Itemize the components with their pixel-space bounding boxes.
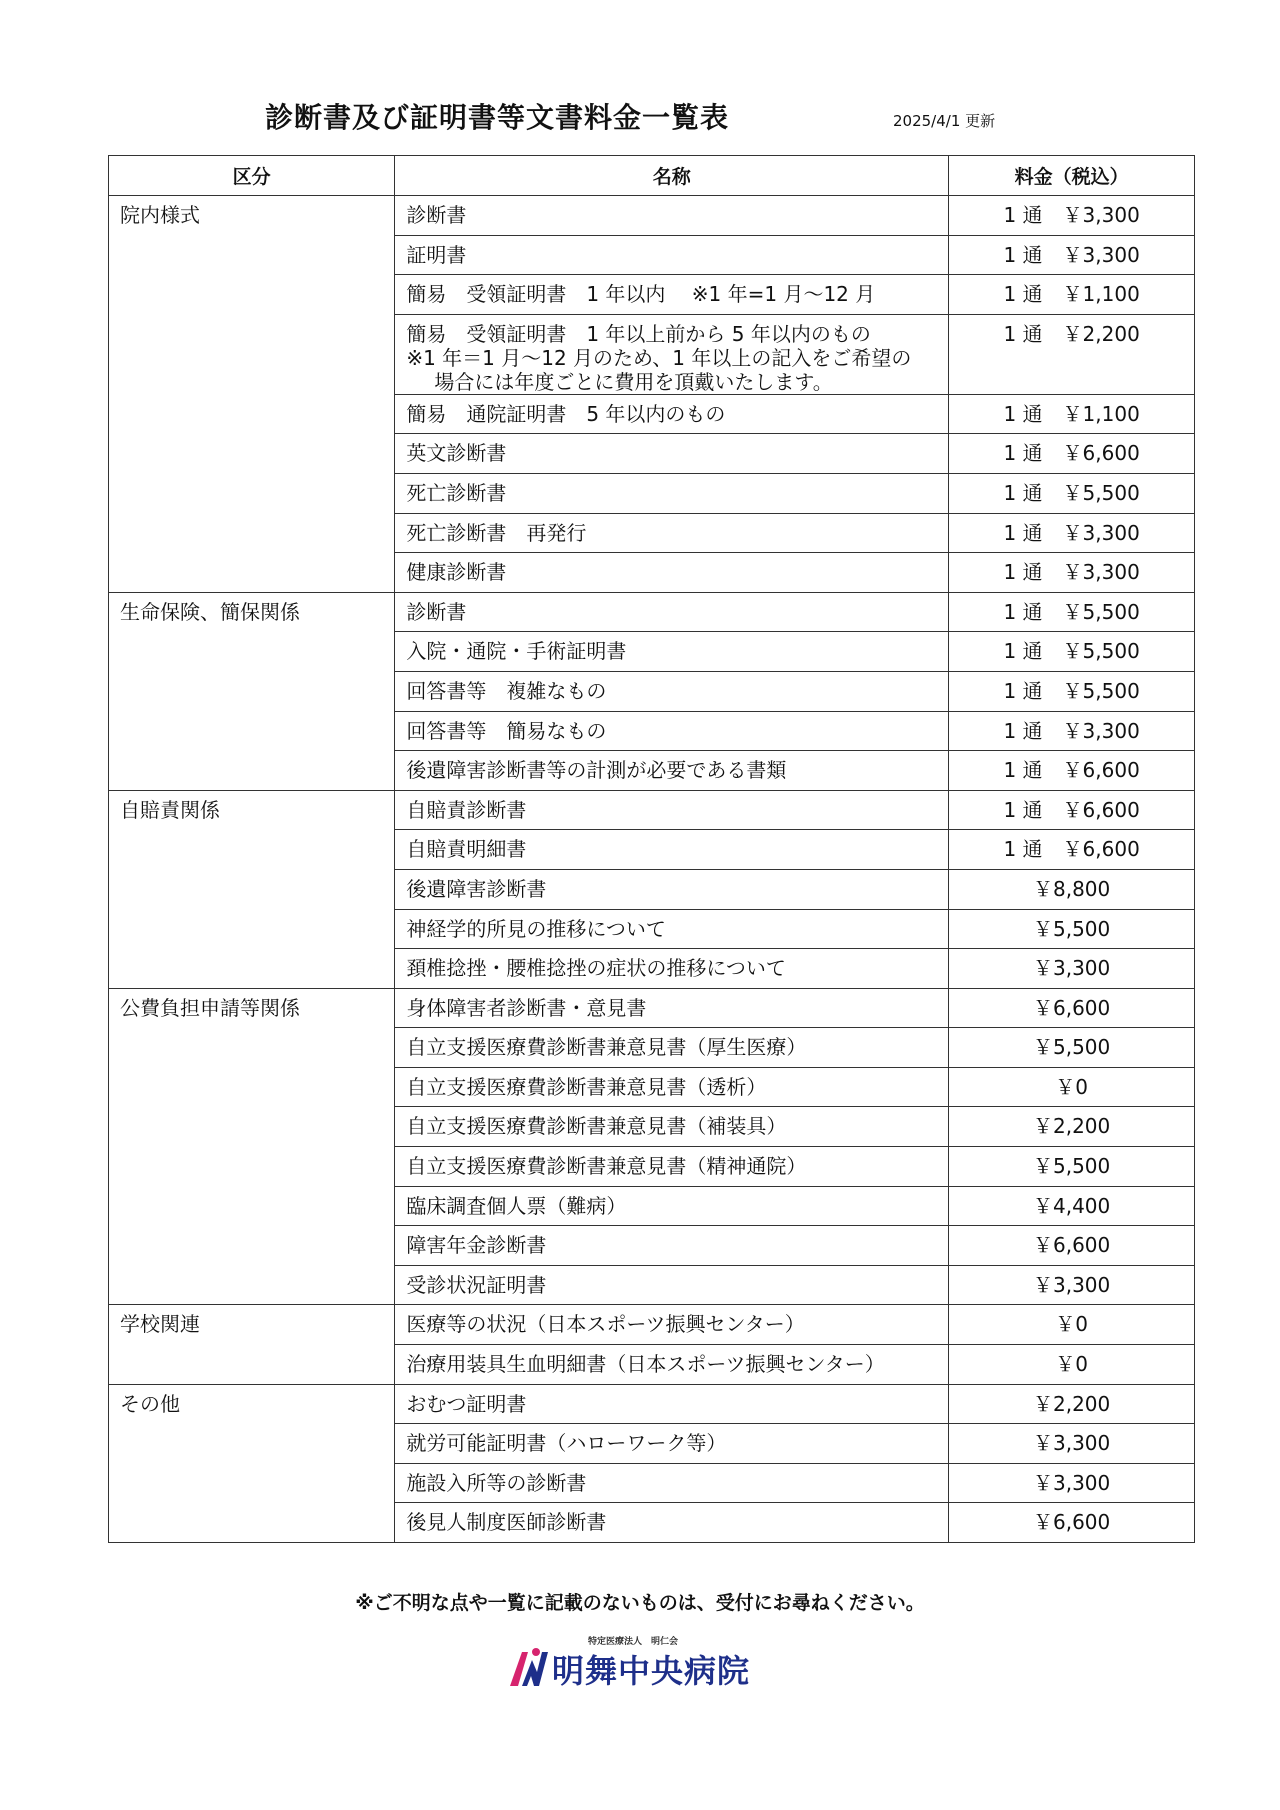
document-name-cell: おむつ証明書 [395, 1384, 949, 1424]
price-cell: ￥5,500 [949, 1028, 1195, 1068]
document-name-cell: 施設入所等の診断書 [395, 1463, 949, 1503]
price-cell: 1 通 ￥6,600 [949, 751, 1195, 791]
header-category: 区分 [109, 156, 395, 196]
document-name-cell: 自賠責診断書 [395, 790, 949, 830]
category-cell: 生命保険、簡保関係 [109, 592, 395, 790]
footer-note: ※ご不明な点や一覧に記載のないものは、受付にお尋ねください。 [355, 1592, 925, 1614]
document-name-cell: 証明書 [395, 235, 949, 275]
price-cell: 1 通 ￥3,300 [949, 513, 1195, 553]
document-name-cell: 簡易 通院証明書 5 年以内のもの [395, 394, 949, 434]
document-name-cell: 診断書 [395, 592, 949, 632]
document-name-cell: 後遺障害診断書 [395, 869, 949, 909]
price-cell: 1 通 ￥3,300 [949, 711, 1195, 751]
category-cell: その他 [109, 1384, 395, 1542]
price-cell: ￥6,600 [949, 1503, 1195, 1543]
table-row [109, 592, 1195, 632]
document-name-cell: 身体障害者診断書・意見書 [395, 988, 949, 1028]
table-row [109, 1384, 1195, 1424]
price-cell: ￥4,400 [949, 1186, 1195, 1226]
document-name-cell: 就労可能証明書（ハローワーク等） [395, 1424, 949, 1464]
price-cell: ￥0 [949, 1305, 1195, 1345]
document-name-cell: 受診状況証明書 [395, 1265, 949, 1305]
price-cell: ￥2,200 [949, 1384, 1195, 1424]
document-name-cell: 自立支援医療費診断書兼意見書（精神通院） [395, 1147, 949, 1187]
document-name-cell: 障害年金診断書 [395, 1226, 949, 1266]
document-name-cell: 後遺障害診断書等の計測が必要である書類 [395, 751, 949, 791]
table-header-row [109, 156, 1195, 196]
price-cell: ￥5,500 [949, 1147, 1195, 1187]
document-name-cell: 入院・通院・手術証明書 [395, 632, 949, 672]
fee-table [108, 155, 1195, 1543]
table-row [109, 196, 1195, 236]
price-cell: ￥2,200 [949, 1107, 1195, 1147]
document-name-line: ※1 年＝1 月～12 月のため、1 年以上の記入をご希望の [406, 345, 912, 370]
document-name-cell: 自立支援医療費診断書兼意見書（透析） [395, 1067, 949, 1107]
document-name-cell: 自立支援医療費診断書兼意見書（厚生医療） [395, 1028, 949, 1068]
price-cell: ￥3,300 [949, 1424, 1195, 1464]
document-name-cell: 死亡診断書 再発行 [395, 513, 949, 553]
price-cell: 1 通 ￥1,100 [949, 275, 1195, 315]
price-cell: 1 通 ￥1,100 [949, 394, 1195, 434]
price-cell: ￥8,800 [949, 869, 1195, 909]
document-name-cell: 回答書等 簡易なもの [395, 711, 949, 751]
category-cell: 院内様式 [109, 196, 395, 593]
table-row [109, 1305, 1195, 1345]
document-name-cell: 神経学的所見の推移について [395, 909, 949, 949]
price-cell: ￥6,600 [949, 988, 1195, 1028]
price-cell: 1 通 ￥6,600 [949, 830, 1195, 870]
document-name-cell: 治療用装具生血明細書（日本スポーツ振興センター） [395, 1345, 949, 1385]
price-cell: ￥3,300 [949, 949, 1195, 989]
document-name-cell: 死亡診断書 [395, 473, 949, 513]
price-cell: 1 通 ￥5,500 [949, 592, 1195, 632]
document-name-cell: 自立支援医療費診断書兼意見書（補装具） [395, 1107, 949, 1147]
table-row [109, 790, 1195, 830]
document-name-line: 場合には年度ごとに費用を頂戴いたします。 [434, 369, 833, 394]
price-cell: ￥3,300 [949, 1463, 1195, 1503]
price-cell: 1 通 ￥3,300 [949, 196, 1195, 236]
document-name-cell: 自賠責明細書 [395, 830, 949, 870]
logo-subtitle: 特定医療法人 明仁会 [588, 1637, 679, 1647]
document-name-cell: 後見人制度医師診断書 [395, 1503, 949, 1543]
document-name-cell: 頚椎捻挫・腰椎捻挫の症状の推移について [395, 949, 949, 989]
price-cell: 1 通 ￥6,600 [949, 434, 1195, 474]
header-price: 料金（税込） [949, 156, 1195, 196]
logo-hospital-name: 明舞中央病院 [552, 1652, 751, 1690]
price-cell: 1 通 ￥3,300 [949, 553, 1195, 593]
document-name-line: 簡易 受領証明書 1 年以上前から 5 年以内のもの [406, 321, 871, 346]
document-name-cell: 医療等の状況（日本スポーツ振興センター） [395, 1305, 949, 1345]
hospital-logo [506, 1632, 786, 1702]
price-cell: 1 通 ￥6,600 [949, 790, 1195, 830]
hospital-logo-icon [506, 1646, 550, 1690]
document-title: 診断書及び証明書等文書料金一覧表 [265, 101, 730, 134]
price-cell: ￥0 [949, 1067, 1195, 1107]
category-cell: 自賠責関係 [109, 790, 395, 988]
table-row [109, 988, 1195, 1028]
price-cell: 1 通 ￥5,500 [949, 632, 1195, 672]
category-cell: 学校関連 [109, 1305, 395, 1384]
document-name-cell: 回答書等 複雑なもの [395, 671, 949, 711]
price-cell: 1 通 ￥3,300 [949, 235, 1195, 275]
price-cell: ￥3,300 [949, 1265, 1195, 1305]
price-cell: 1 通 ￥5,500 [949, 671, 1195, 711]
document-name-cell: 英文診断書 [395, 434, 949, 474]
price-cell: 1 通 ￥5,500 [949, 473, 1195, 513]
document-name-cell: 健康診断書 [395, 553, 949, 593]
document-name-cell: 簡易 受領証明書 1 年以内 ※1 年=1 月～12 月 [395, 275, 949, 315]
document-name-cell [395, 314, 949, 394]
header-name: 名称 [395, 156, 949, 196]
category-cell: 公費負担申請等関係 [109, 988, 395, 1305]
updated-date: 2025/4/1 更新 [893, 112, 996, 130]
price-cell: ￥5,500 [949, 909, 1195, 949]
price-cell: ￥0 [949, 1345, 1195, 1385]
document-name-cell: 診断書 [395, 196, 949, 236]
price-cell: ￥6,600 [949, 1226, 1195, 1266]
document-name-cell: 臨床調査個人票（難病） [395, 1186, 949, 1226]
price-cell: 1 通 ￥2,200 [949, 314, 1195, 394]
